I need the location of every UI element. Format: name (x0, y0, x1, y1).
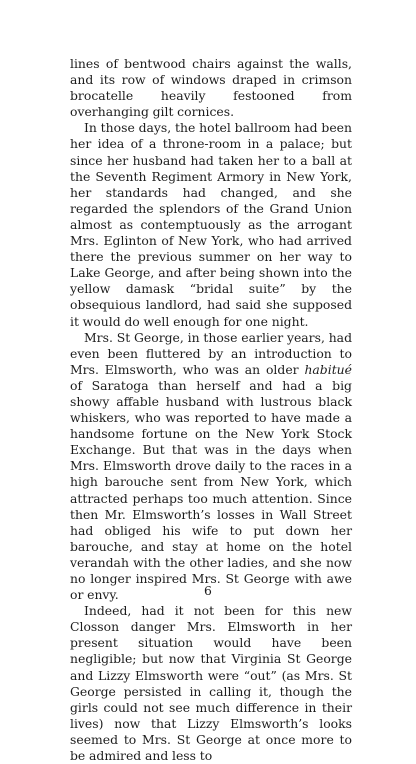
paragraph-2-text: In those days, the hotel ballroom had been her idea of a throne-room in a palace; but since her husband had taken her to a ball at the Seventh Regiment Armory in New York, her standards had changed, and she regarded the splendors of the Grand Union almost as contemptuously as the arrogant Mrs. Eglinton of New York, who had arrived there the previous summer on her way to Lake George, and after being shown into the yellow damask “bridal suite” by the obsequious landlord, had said she supposed it would do well enough for one night. (70, 120, 352, 329)
paragraph-3-text-b: of Saratoga than herself and had a big showy affable husband with lustrous black whiskers, who was reported to have made a handsome fortune on the New York Stock Exchange. But that was in the days when Mrs. Elmsworth drove daily to the races in a high barouche sent from New York, which attracted perhaps too much attention. Since then Mr. Elmsworth’s losses in Wall Street had obliged his wife to put down her barouche, and stay at home on the hotel verandah with the other ladies, and she now no longer inspired Mrs. St George with awe or envy. (70, 377, 352, 603)
paragraph-3-text-a: Mrs. St George, in those earlier years, had even been fluttered by an introduction to Mrs. Elmsworth, who was an older (70, 329, 352, 377)
paragraph-4 (70, 603, 352, 764)
paragraph-1 (70, 56, 352, 120)
paragraph-2 (70, 120, 352, 329)
paragraph-1-text: lines of bentwood chairs against the walls, and its row of windows draped in crimson brocatelle heavily festooned from overhanging gilt cornices. (70, 56, 352, 120)
paragraph-3 (70, 330, 352, 604)
body-text (70, 56, 352, 764)
paragraph-4-text: Indeed, had it not been for this new Closson danger Mrs. Elmsworth in her present situation would have been negligible; but now that Virginia St George and Lizzy Elmsworth were “out” (as Mrs. St George persisted in calling it, though the girls could not see much difference in their lives) now that Lizzy Elmsworth’s looks seemed to Mrs. St George at once more to be admired and less to (70, 603, 352, 764)
paragraph-3-italic-word: habitué (304, 361, 352, 377)
page-number: 6 (204, 583, 212, 598)
